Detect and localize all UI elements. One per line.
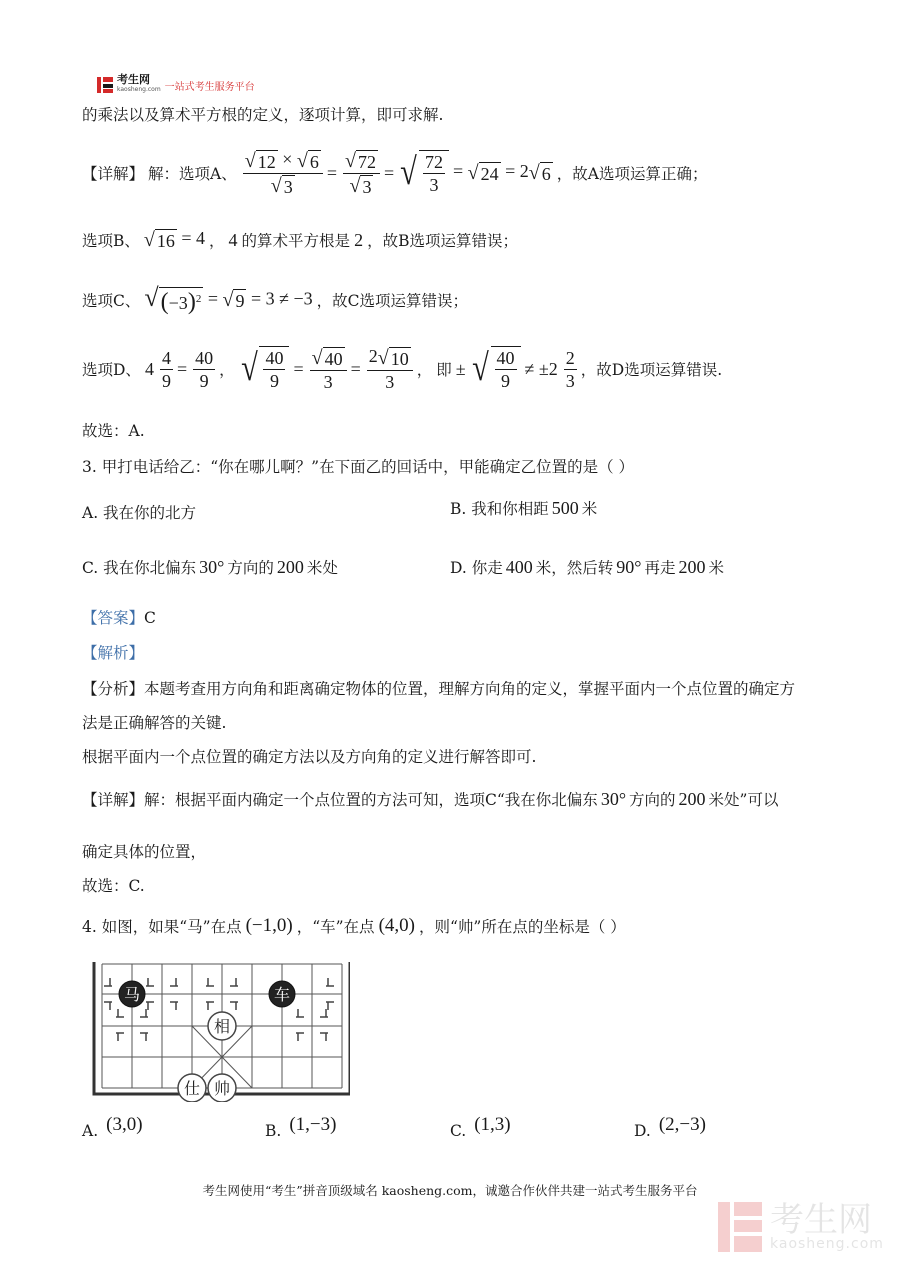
watermark-cn: 考生网 — [770, 1200, 872, 1240]
q2-method-tail: 的乘法以及算术平方根的定义，逐项计算，即可求解. — [82, 106, 444, 124]
watermark-logo-icon — [716, 1200, 764, 1254]
q4-stem: 4. 如图，如果“马”在点 (−1,0) ，“车”在点 (4,0) ，则“帅”所在点的坐标是（ ） — [82, 915, 626, 936]
q3-option-a: A. 我在你的北方 — [82, 504, 197, 522]
q3-analysis-line3: 根据平面内一个点位置的确定方法以及方向角的定义进行解答即可. — [82, 748, 537, 766]
q2-detail-option-d: 选项D、 4 $\frac{4}{9}$ = $\frac{40}{9}$ ， √ $\frac{40}{9}$ = √ 40 3 = 2 √ 10 3 ， 即 ± √ $\frac{40}{9}$ ≠ ±2 $\frac{2}{3}$ ，故D选项运算错误. — [82, 346, 723, 392]
piece-ma — [119, 981, 145, 1007]
q3-option-b: B. 我和你相距 500 米 — [450, 497, 598, 518]
logo-subtext: kaosheng.com — [117, 86, 161, 93]
chess-board-figure — [90, 962, 350, 1102]
header-slogan: 一站式考生服务平台 — [164, 81, 255, 93]
piece-xiang-label: 相 — [213, 1017, 231, 1036]
q3-analysis-line1: 【分析】本题考查用方向角和距离确定物体的位置，理解方向角的定义，掌握平面内一个点位置的确定方 — [82, 680, 796, 698]
d-conclusion: ，故D选项运算错误. — [580, 361, 723, 379]
formula-frac-1: √ 12 × √ 6 √ 3 — [243, 148, 323, 198]
q2-detail-option-c: 选项C、 √ $(-3)^2$ = √ 9 = 3 ≠ −3 ，故C选项运算错误； — [82, 282, 469, 315]
q3-detail-line2: 确定具体的位置， — [82, 843, 207, 861]
q2-answer-line: 故选：A. — [82, 422, 145, 440]
c-prefix: 选项C、 — [82, 292, 141, 310]
q4-option-b: B. (1,−3) — [265, 1114, 337, 1140]
piece-ma-label: 马 — [123, 985, 141, 1004]
watermark-en: kaosheng.com — [770, 1236, 884, 1252]
piece-che — [269, 981, 295, 1007]
formula-sqrt-frac: √ $\frac{72}{3}$ — [398, 150, 449, 196]
piece-shi-label: 仕 — [183, 1079, 201, 1098]
detail-tag: 【详解】 — [82, 165, 145, 183]
piece-che-label: 车 — [273, 985, 291, 1004]
b-mid: 的算术平方根是 — [241, 232, 351, 250]
q2-detail-option-a: 【详解】 解：选项A、 √ 12 × √ 6 √ 3 = √ 72 √ 3 = √ $\frac{72}{3}$ = √ 24 = 2 √ 6 ，故A选项运算正确； — [82, 149, 708, 197]
q2-detail-option-b: 选项B、 √ 16 = 4 ， 4 的算术平方根是 2 ，故B选项运算错误； — [82, 228, 518, 251]
b-value: 2 — [354, 229, 364, 250]
q3-answer — [82, 606, 156, 628]
q3-analysis-line2: 法是正确解答的关键. — [82, 714, 227, 732]
answer-tag: 【答案】 — [82, 609, 145, 627]
a-conclusion: ，故A选项运算正确； — [556, 165, 708, 183]
piece-shuai-label: 帅 — [213, 1079, 231, 1098]
b-four: 4 — [228, 229, 238, 250]
c-conclusion: ，故C选项运算错误； — [316, 292, 469, 310]
q4-option-c: C. (1,3) — [450, 1114, 511, 1140]
q3-stem: 3. 甲打电话给乙：“你在哪儿啊？”在下面乙的回话中，甲能确定乙位置的是（ ） — [82, 458, 634, 476]
logo-text: 考生网 — [117, 73, 150, 86]
footer-text: 考生网使用“考生”拼音顶级域名 kaosheng.com，诚邀合作伙伴共建一站式考生服务平台 — [202, 1183, 698, 1198]
formula-frac-2: √ 72 √ 3 — [343, 148, 380, 198]
d-ji: 即 — [436, 361, 452, 379]
q3-option-d: D. 你走 400 米，然后转 90° 再走 200 米 — [450, 556, 724, 577]
b-prefix: 选项B、 — [82, 232, 140, 250]
detail-prefix: 解：选项A、 — [148, 165, 237, 183]
q3-answer-line: 故选：C. — [82, 877, 145, 895]
header-logo — [96, 74, 255, 96]
d-prefix: 选项D、 — [82, 361, 141, 379]
q3-option-c: C. 我在你北偏东 30° 方向的 200 米处 — [82, 556, 338, 577]
answer-value: C — [144, 609, 156, 627]
b-conclusion: ，故B选项运算错误； — [367, 232, 518, 250]
piece-shuai — [208, 1074, 236, 1102]
q3-detail-line1: 【详解】 解：根据平面内确定一个点位置的方法可知，选项C“我在你北偏东 30° 方向的 200 米处”可以 — [82, 788, 779, 809]
piece-xiang — [208, 1012, 236, 1040]
q4-option-a: A. (3,0) — [82, 1114, 143, 1140]
kaosheng-logo-icon — [96, 76, 114, 94]
piece-shi — [178, 1074, 206, 1102]
q3-analysis-tag: 【解析】 — [82, 644, 145, 662]
q4-option-d: D. (2,−3) — [634, 1114, 706, 1140]
watermark — [716, 1200, 884, 1254]
